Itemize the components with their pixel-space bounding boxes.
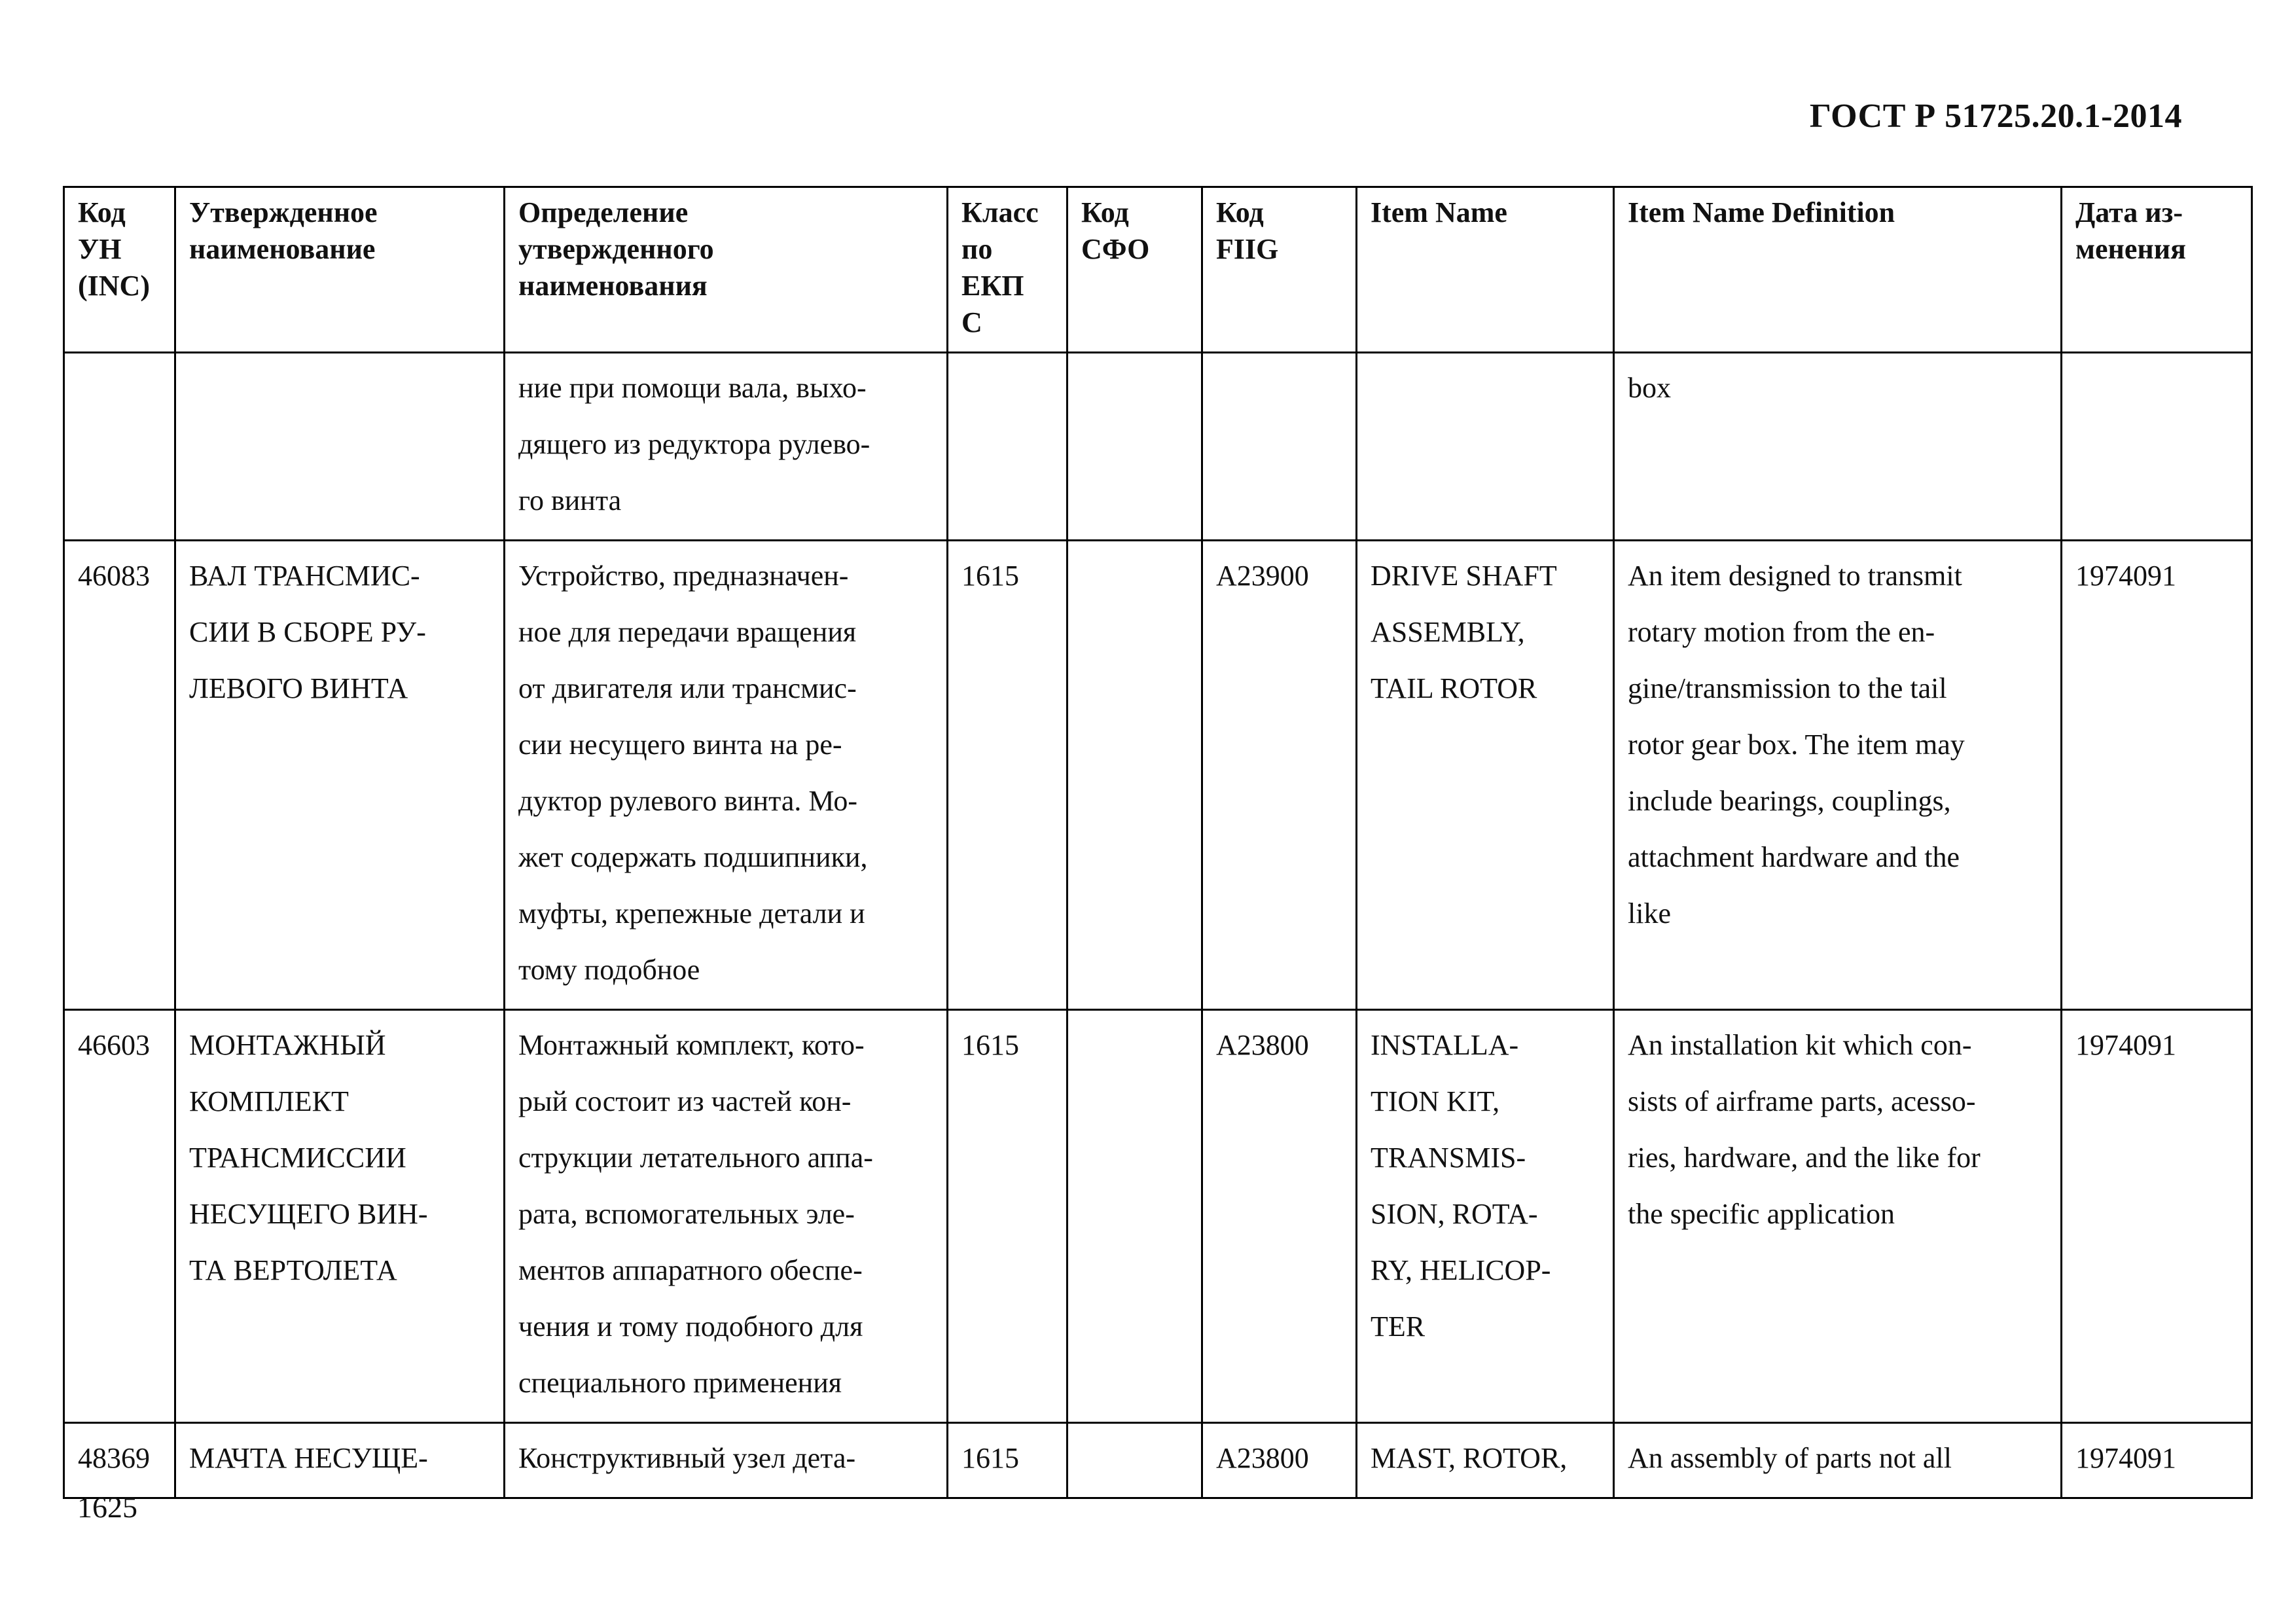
cell-approved-name <box>175 1423 505 1498</box>
cell-text-line: A23900 <box>1216 560 1309 592</box>
cell-text-line: 48369 <box>78 1442 150 1474</box>
cell-text-line: ное для передачи вращения <box>518 616 857 648</box>
cell-approved-name <box>175 1010 505 1423</box>
cell-item-name <box>1357 541 1614 1010</box>
col-header-change-date <box>2062 187 2252 353</box>
cell-text-line: Дата из- <box>2075 196 2183 228</box>
table-row <box>64 541 2252 1010</box>
cell-text-line: RY, HELICOP- <box>1371 1254 1551 1286</box>
cell-text-line: МАЧТА НЕСУЩЕ- <box>189 1442 428 1474</box>
cell-class <box>948 1010 1067 1423</box>
cell-text-line: Код <box>1081 196 1129 228</box>
cell-text-line: Код <box>78 196 126 228</box>
cell-text-line: rotary motion from the en- <box>1628 616 1935 648</box>
cell-text-line: струкции летательного аппа- <box>518 1142 873 1174</box>
cell-approved-name <box>175 353 505 541</box>
cell-text-line: INSTALLA- <box>1371 1029 1519 1061</box>
col-header-item-name <box>1357 187 1614 353</box>
cell-text-line: утвержденного <box>518 233 714 265</box>
col-header-inc <box>64 187 175 353</box>
cell-text-line: SION, ROTA- <box>1371 1198 1538 1230</box>
cell-text-line: TRANSMIS- <box>1371 1142 1526 1174</box>
cell-text-line: rotor gear box. The item may <box>1628 729 1965 761</box>
cell-text-line: СИИ В СБОРЕ РУ- <box>189 616 426 648</box>
table-row <box>64 353 2252 541</box>
cell-text-line: A23800 <box>1216 1029 1309 1061</box>
cell-text-line: С <box>961 306 982 338</box>
col-header-name-definition <box>505 187 948 353</box>
cell-text-line: 1615 <box>961 1442 1019 1474</box>
cell-text-line: УН <box>78 233 122 265</box>
cell-class <box>948 353 1067 541</box>
cell-text-line: box <box>1628 372 1671 404</box>
cell-item-name <box>1357 1423 1614 1498</box>
cell-text-line: the specific application <box>1628 1198 1895 1230</box>
table-row <box>64 1010 2252 1423</box>
cell-text-line: МОНТАЖНЫЙ <box>189 1029 386 1061</box>
cell-fiig <box>1202 541 1357 1010</box>
cell-text-line: КОМПЛЕКТ <box>189 1085 349 1117</box>
cell-inc <box>64 1423 175 1498</box>
cell-text-line: 1615 <box>961 560 1019 592</box>
cell-item-name <box>1357 1010 1614 1423</box>
cell-text-line: 1615 <box>961 1029 1019 1061</box>
cell-name-definition <box>505 353 948 541</box>
cell-text-line: жет содержать подшипники, <box>518 841 868 873</box>
cell-text-line: менения <box>2075 233 2186 265</box>
cell-text-line: FIIG <box>1216 233 1279 265</box>
cell-approved-name <box>175 541 505 1010</box>
cell-fiig <box>1202 353 1357 541</box>
cell-text-line: An item designed to transmit <box>1628 560 1962 592</box>
cell-text-line: Item Name <box>1371 196 1507 228</box>
item-names-table <box>63 186 2253 1499</box>
cell-text-line: специального применения <box>518 1367 842 1399</box>
cell-name-definition <box>505 1423 948 1498</box>
col-header-item-name-definition <box>1614 187 2062 353</box>
cell-sfo <box>1067 1010 1202 1423</box>
cell-item-name-definition <box>1614 1010 2062 1423</box>
cell-text-line: сии несущего винта на ре- <box>518 729 842 761</box>
cell-text-line: ВАЛ ТРАНСМИС- <box>189 560 420 592</box>
cell-text-line: Код <box>1216 196 1264 228</box>
cell-text-line: include bearings, couplings, <box>1628 785 1951 817</box>
cell-text-line: attachment hardware and the <box>1628 841 1960 873</box>
cell-inc <box>64 541 175 1010</box>
cell-text-line: An installation kit which con- <box>1628 1029 1972 1061</box>
col-header-approved-name <box>175 187 505 353</box>
cell-text-line: наименования <box>518 270 708 302</box>
cell-change-date <box>2062 541 2252 1010</box>
cell-text-line: gine/transmission to the tail <box>1628 672 1947 704</box>
cell-text-line: 46603 <box>78 1029 150 1061</box>
cell-text-line: ние при помощи вала, выхо- <box>518 372 867 404</box>
col-header-class <box>948 187 1067 353</box>
cell-text-line: дящего из редуктора рулево- <box>518 428 870 460</box>
cell-text-line: дуктор рулевого винта. Мо- <box>518 785 858 817</box>
cell-text-line: рый состоит из частей кон- <box>518 1085 852 1117</box>
cell-item-name-definition <box>1614 1423 2062 1498</box>
col-header-fiig <box>1202 187 1357 353</box>
cell-text-line: ЕКП <box>961 270 1024 302</box>
cell-change-date <box>2062 1010 2252 1423</box>
cell-text-line: от двигателя или трансмис- <box>518 672 857 704</box>
cell-text-line: 1974091 <box>2075 1442 2176 1474</box>
cell-text-line: 46083 <box>78 560 150 592</box>
cell-text-line: наименование <box>189 233 376 265</box>
cell-text-line: TION KIT, <box>1371 1085 1500 1117</box>
cell-class <box>948 1423 1067 1498</box>
cell-text-line: Утвержденное <box>189 196 378 228</box>
cell-item-name-definition <box>1614 541 2062 1010</box>
cell-text-line: ЛЕВОГО ВИНТА <box>189 672 408 704</box>
cell-text-line: Конструктивный узел дета- <box>518 1442 856 1474</box>
table-header-row <box>64 187 2252 353</box>
col-header-sfo <box>1067 187 1202 353</box>
cell-text-line: TER <box>1371 1310 1426 1343</box>
cell-text-line: like <box>1628 897 1671 929</box>
cell-text-line: 1974091 <box>2075 1029 2176 1061</box>
cell-fiig <box>1202 1010 1357 1423</box>
cell-text-line: ASSEMBLY, <box>1371 616 1525 648</box>
cell-class <box>948 541 1067 1010</box>
cell-text-line: MAST, ROTOR, <box>1371 1442 1568 1474</box>
cell-change-date <box>2062 353 2252 541</box>
cell-text-line: муфты, крепежные детали и <box>518 897 865 929</box>
cell-inc <box>64 353 175 541</box>
cell-text-line: ТА ВЕРТОЛЕТА <box>189 1254 397 1286</box>
cell-text-line: го винта <box>518 484 622 516</box>
cell-fiig <box>1202 1423 1357 1498</box>
cell-text-line: A23800 <box>1216 1442 1309 1474</box>
cell-text-line: тому подобное <box>518 954 700 986</box>
cell-text-line: 1974091 <box>2075 560 2176 592</box>
cell-text-line: ментов аппаратного обеспе- <box>518 1254 863 1286</box>
cell-text-line: Определение <box>518 196 689 228</box>
page-number: 1625 <box>77 1490 137 1524</box>
cell-sfo <box>1067 1423 1202 1498</box>
cell-text-line: НЕСУЩЕГО ВИН- <box>189 1198 428 1230</box>
cell-text-line: СФО <box>1081 233 1150 265</box>
cell-text-line: Класс <box>961 196 1039 228</box>
cell-text-line: DRIVE SHAFT <box>1371 560 1557 592</box>
cell-text-line: An assembly of parts not all <box>1628 1442 1952 1474</box>
cell-text-line: ТРАНСМИССИИ <box>189 1142 406 1174</box>
cell-name-definition <box>505 1010 948 1423</box>
cell-text-line: TAIL ROTOR <box>1371 672 1537 704</box>
cell-text-line: по <box>961 233 993 265</box>
cell-text-line: ries, hardware, and the like for <box>1628 1142 1981 1174</box>
cell-inc <box>64 1010 175 1423</box>
document-standard-code: ГОСТ Р 51725.20.1-2014 <box>1809 98 2182 135</box>
cell-item-name <box>1357 353 1614 541</box>
cell-name-definition <box>505 541 948 1010</box>
cell-sfo <box>1067 541 1202 1010</box>
cell-text-line: sists of airframe parts, acesso- <box>1628 1085 1976 1117</box>
cell-text-line: Монтажный комплект, кото- <box>518 1029 865 1061</box>
cell-change-date <box>2062 1423 2252 1498</box>
cell-sfo <box>1067 353 1202 541</box>
table-row <box>64 1423 2252 1498</box>
cell-text-line: Item Name Definition <box>1628 196 1895 228</box>
cell-text-line: (INC) <box>78 270 150 302</box>
cell-text-line: чения и тому подобного для <box>518 1310 863 1343</box>
cell-text-line: рата, вспомогательных эле- <box>518 1198 855 1230</box>
cell-text-line: Устройство, предназначен- <box>518 560 849 592</box>
cell-item-name-definition <box>1614 353 2062 541</box>
